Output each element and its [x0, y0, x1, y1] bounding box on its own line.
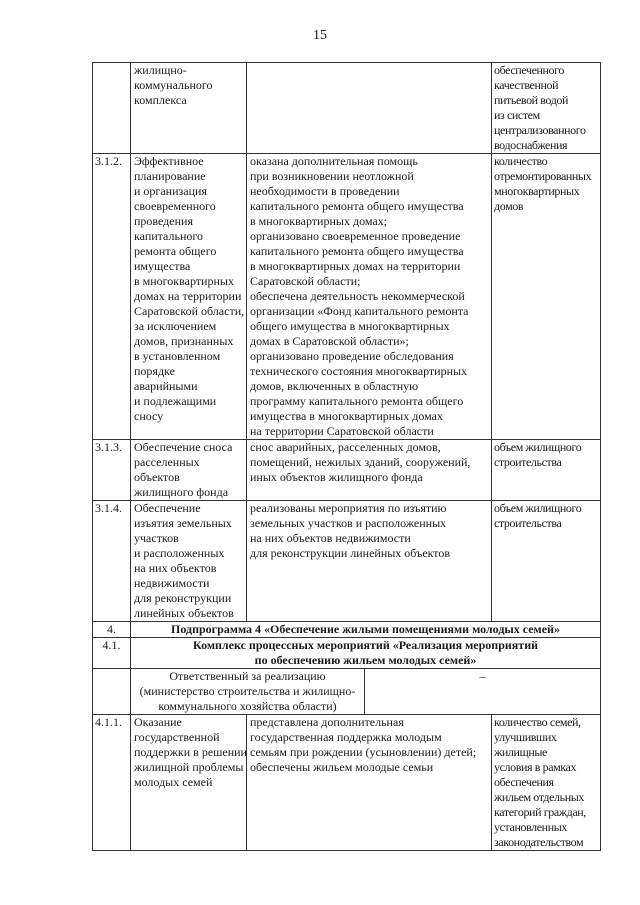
- indicator-line: питьевой водой: [494, 93, 569, 107]
- activity-name-line: Обеспечение сноса: [134, 440, 233, 454]
- activity-result-line: на них объектов недвижимости: [250, 531, 411, 545]
- activity-result-line: обеспечены жильем молодые семьи: [250, 760, 434, 774]
- indicator-line: жильем отдельных: [494, 790, 584, 804]
- activity-name-line: изъятия земельных: [134, 516, 232, 530]
- activity-name-line: Оказание: [134, 715, 182, 729]
- activity-name-line: аварийными: [134, 379, 198, 393]
- activity-result-line: имущества в многоквартирных домах: [250, 409, 443, 423]
- complex-row: [93, 638, 601, 669]
- table-row: [93, 63, 601, 154]
- activity-result-line: программу капитального ремонта общего: [250, 394, 464, 408]
- responsible-value: –: [479, 669, 486, 683]
- activity-name-line: проведения: [134, 214, 193, 228]
- activity-name-line: линейных объектов: [134, 606, 234, 620]
- indicator-line: категорий граждан,: [494, 805, 586, 819]
- indicator-cell: [492, 63, 601, 154]
- program-table: [92, 62, 601, 851]
- activity-name-line: за исключением: [134, 319, 217, 333]
- subprogram-title: Подпрограмма 4 «Обеспечение жилыми помещениями молодых семей»: [131, 622, 601, 638]
- activity-name-line: имущества: [134, 259, 191, 273]
- activity-name-line: и организация: [134, 184, 207, 198]
- activity-result-line: для реконструкции линейных объектов: [250, 546, 451, 560]
- table-row: [93, 715, 601, 851]
- activity-name-line: Эффективное: [134, 154, 204, 168]
- activity-name-line: капитального: [134, 229, 203, 243]
- activity-name-line: в многоквартирных: [134, 274, 234, 288]
- indicator-line: обеспечения: [494, 775, 554, 789]
- indicator-cell: [492, 154, 601, 440]
- activity-result-line: помещений, нежилых зданий, сооружений,: [250, 455, 471, 469]
- activity-name-line: на них объектов: [134, 561, 217, 575]
- indicator-cell: [492, 715, 601, 851]
- row-number-cell: 3.1.4.: [93, 501, 131, 622]
- responsible-cell: [131, 669, 601, 715]
- indicator-cell: [492, 440, 601, 501]
- activity-name-line: государственной: [134, 730, 220, 744]
- activity-name-line: в установленном: [134, 349, 221, 363]
- activity-name-line: для реконструкции: [134, 591, 232, 605]
- activity-name-line: и подлежащими: [134, 394, 217, 408]
- activity-result-cell: [247, 63, 492, 154]
- indicator-line: строительства: [494, 455, 562, 469]
- activity-result-line: земельных участков и расположенных: [250, 516, 447, 530]
- activity-result-cell: [247, 154, 492, 440]
- subprogram-number: 4.: [93, 622, 131, 638]
- activity-name-line: поддержки в решении: [134, 745, 247, 759]
- subprogram-row: [93, 622, 601, 638]
- indicator-line: объем жилищного: [494, 440, 582, 454]
- activity-name-line: недвижимости: [134, 576, 210, 590]
- activity-result-line: необходимости в проведении: [250, 184, 400, 198]
- activity-result-line: домах в Саратовской области»;: [250, 334, 409, 348]
- activity-name-line: Обеспечение: [134, 501, 201, 515]
- activity-name-line: жилищного фонда: [134, 485, 229, 499]
- table-row: [93, 440, 601, 501]
- activity-result-line: организовано своевременное проведение: [250, 229, 461, 243]
- activity-result-line: в многоквартирных домах на территории: [250, 259, 461, 273]
- indicator-line: обеспеченного: [494, 63, 564, 77]
- complex-number: 4.1.: [93, 638, 131, 669]
- activity-result-line: технического состояния многоквартирных: [250, 364, 468, 378]
- responsible-label-line: (министерство строительства и жилищно-: [139, 684, 356, 698]
- activity-name-cell: [131, 63, 247, 154]
- activity-result-line: при возникновении неотложной: [250, 169, 414, 183]
- responsible-number: [93, 669, 131, 715]
- activity-result-line: организации «Фонд капитального ремонта: [250, 304, 469, 318]
- activity-name-cell: [131, 154, 247, 440]
- indicator-line: объем жилищного: [494, 501, 582, 515]
- activity-result-line: на территории Саратовской области: [250, 424, 434, 438]
- indicator-line: отремонтированных: [494, 169, 592, 183]
- activity-name-cell: [131, 501, 247, 622]
- activity-result-line: Саратовской области;: [250, 274, 361, 288]
- indicator-cell: [492, 501, 601, 622]
- activity-name-line: жилищно-: [134, 63, 187, 77]
- activity-result-cell: [247, 715, 492, 851]
- activity-name-line: планирование: [134, 169, 206, 183]
- complex-title: [131, 638, 601, 669]
- indicator-line: условия в рамках: [494, 760, 577, 774]
- row-number-cell: 3.1.2.: [93, 154, 131, 440]
- indicator-line: водоснабжения: [494, 138, 568, 152]
- activity-result-line: снос аварийных, расселенных домов,: [250, 440, 441, 454]
- activity-result-line: домов, включенных в областную: [250, 379, 419, 393]
- activity-result-line: реализованы мероприятия по изъятию: [250, 501, 447, 515]
- activity-name-line: молодых семей: [134, 775, 213, 789]
- activity-result-cell: [247, 501, 492, 622]
- activity-name-line: порядке: [134, 364, 175, 378]
- indicator-line: домов: [494, 199, 524, 213]
- activity-name-line: и расположенных: [134, 546, 225, 560]
- activity-result-line: капитального ремонта общего имущества: [250, 244, 464, 258]
- activity-name-line: Саратовской области,: [134, 304, 245, 318]
- activity-result-cell: [247, 440, 492, 501]
- activity-name-line: сносу: [134, 409, 164, 423]
- indicator-line: количество: [494, 154, 548, 168]
- indicator-line: количество семей,: [494, 715, 581, 729]
- activity-name-line: своевременного: [134, 199, 216, 213]
- activity-result-line: в многоквартирных домах;: [250, 214, 388, 228]
- page-number: 15: [313, 28, 327, 43]
- indicator-line: строительства: [494, 516, 562, 530]
- activity-result-line: государственная поддержка молодым: [250, 730, 442, 744]
- responsible-row: [93, 669, 601, 715]
- activity-name-cell: [131, 715, 247, 851]
- responsible-label-line: коммунального хозяйства области): [158, 699, 337, 713]
- table-row: [93, 501, 601, 622]
- row-number-cell: [93, 63, 131, 154]
- activity-name-line: объектов: [134, 470, 180, 484]
- row-number-cell: 4.1.1.: [93, 715, 131, 851]
- activity-name-line: ремонта общего: [134, 244, 217, 258]
- complex-title-line: Комплекс процессных мероприятий «Реализация мероприятий: [192, 638, 539, 652]
- indicator-line: законодательством: [494, 835, 584, 849]
- activity-name-line: коммунального: [134, 78, 213, 92]
- row-number-cell: 3.1.3.: [93, 440, 131, 501]
- indicator-line: качественной: [494, 78, 559, 92]
- activity-name-line: участков: [134, 531, 179, 545]
- activity-result-line: оказана дополнительная помощь: [250, 154, 418, 168]
- indicator-line: из систем: [494, 108, 540, 122]
- activity-result-line: капитального ремонта общего имущества: [250, 199, 464, 213]
- activity-name-line: домов, признанных: [134, 334, 234, 348]
- indicator-line: улучшивших: [494, 730, 557, 744]
- responsible-label-line: Ответственный за реализацию: [169, 669, 326, 683]
- activity-name-line: жилищной проблемы: [134, 760, 244, 774]
- responsible-label: [131, 669, 365, 714]
- activity-name-cell: [131, 440, 247, 501]
- activity-result-line: иных объектов жилищного фонда: [250, 470, 423, 484]
- activity-result-line: представлена дополнительная: [250, 715, 404, 729]
- indicator-line: жилищные: [494, 745, 547, 759]
- activity-result-line: обеспечена деятельность некоммерческой: [250, 289, 465, 303]
- activity-result-line: семьям при рождении (усыновлении) детей;: [250, 745, 477, 759]
- activity-name-line: домах на территории: [134, 289, 242, 303]
- complex-title-line: по обеспечению жильем молодых семей»: [254, 653, 477, 667]
- activity-name-line: комплекса: [134, 93, 187, 107]
- indicator-line: централизованного: [494, 123, 586, 137]
- indicator-line: установленных: [494, 820, 567, 834]
- activity-name-line: расселенных: [134, 455, 200, 469]
- activity-result-line: общего имущества в многоквартирных: [250, 319, 450, 333]
- indicator-line: многоквартирных: [494, 184, 580, 198]
- activity-result-line: организовано проведение обследования: [250, 349, 454, 363]
- table-row: [93, 154, 601, 440]
